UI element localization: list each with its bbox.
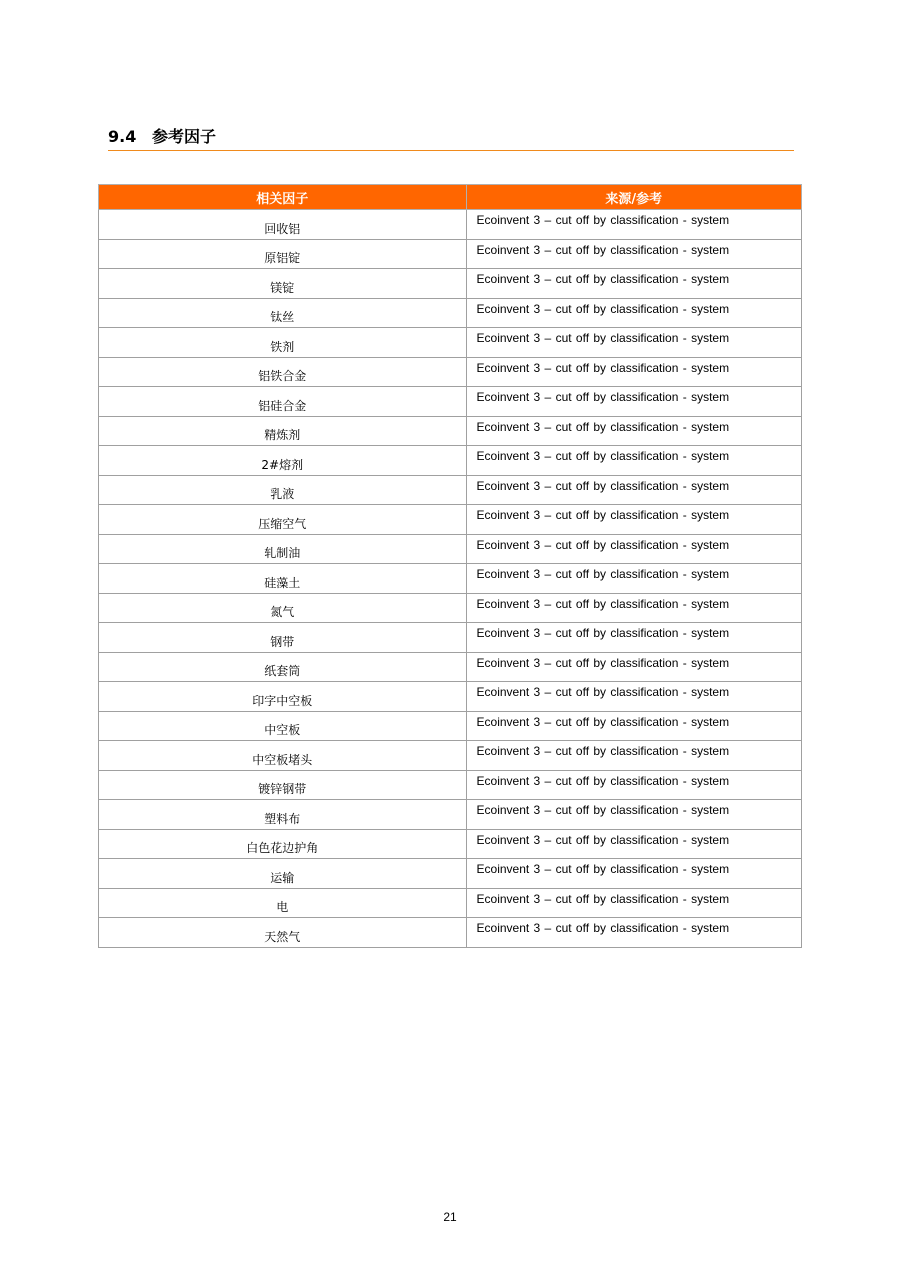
table-row: [99, 918, 802, 948]
table-row: [99, 416, 802, 446]
section-number: 9.4: [108, 127, 137, 146]
factor-cell: 铝铁合金: [99, 357, 467, 387]
source-cell: Ecoinvent 3 – cut off by classification - system: [466, 918, 801, 948]
source-cell: Ecoinvent 3 – cut off by classification - system: [466, 534, 801, 564]
source-cell: Ecoinvent 3 – cut off by classification - system: [466, 475, 801, 505]
source-cell: Ecoinvent 3 – cut off by classification - system: [466, 564, 801, 594]
column-header-source: 来源/参考: [466, 185, 801, 210]
factor-cell: 精炼剂: [99, 416, 467, 446]
table-row: [99, 475, 802, 505]
table-row: [99, 682, 802, 712]
factor-cell: 电: [99, 888, 467, 918]
factor-cell: 中空板: [99, 711, 467, 741]
table-row: [99, 210, 802, 240]
source-cell: Ecoinvent 3 – cut off by classification - system: [466, 298, 801, 328]
table-row: [99, 564, 802, 594]
factor-cell: 乳液: [99, 475, 467, 505]
source-cell: Ecoinvent 3 – cut off by classification - system: [466, 682, 801, 712]
table-row: [99, 328, 802, 358]
factor-cell: 铝硅合金: [99, 387, 467, 417]
factor-cell: 镁锭: [99, 269, 467, 299]
table-row: [99, 770, 802, 800]
factor-cell: 塑料布: [99, 800, 467, 830]
factor-cell: 回收铝: [99, 210, 467, 240]
source-cell: Ecoinvent 3 – cut off by classification - system: [466, 416, 801, 446]
table-header-row: [99, 185, 802, 210]
factor-cell: 2#熔剂: [99, 446, 467, 476]
factor-cell: 中空板堵头: [99, 741, 467, 771]
section-heading: [108, 126, 794, 151]
source-cell: Ecoinvent 3 – cut off by classification - system: [466, 446, 801, 476]
source-cell: Ecoinvent 3 – cut off by classification - system: [466, 357, 801, 387]
source-cell: Ecoinvent 3 – cut off by classification - system: [466, 269, 801, 299]
source-cell: Ecoinvent 3 – cut off by classification - system: [466, 711, 801, 741]
table-row: [99, 269, 802, 299]
source-cell: Ecoinvent 3 – cut off by classification - system: [466, 239, 801, 269]
factor-cell: 压缩空气: [99, 505, 467, 535]
page-number: 21: [443, 1210, 457, 1224]
source-cell: Ecoinvent 3 – cut off by classification - system: [466, 652, 801, 682]
source-cell: Ecoinvent 3 – cut off by classification - system: [466, 888, 801, 918]
table-row: [99, 387, 802, 417]
table-row: [99, 357, 802, 387]
factor-cell: 镀锌钢带: [99, 770, 467, 800]
table-row: [99, 446, 802, 476]
source-cell: Ecoinvent 3 – cut off by classification - system: [466, 741, 801, 771]
source-cell: Ecoinvent 3 – cut off by classification - system: [466, 859, 801, 889]
factor-cell: 原铝锭: [99, 239, 467, 269]
source-cell: Ecoinvent 3 – cut off by classification - system: [466, 387, 801, 417]
table-row: [99, 800, 802, 830]
table-row: [99, 505, 802, 535]
factor-cell: 印字中空板: [99, 682, 467, 712]
section-title: 参考因子: [152, 127, 217, 146]
source-cell: Ecoinvent 3 – cut off by classification - system: [466, 328, 801, 358]
table-row: [99, 652, 802, 682]
factor-cell: 铁剂: [99, 328, 467, 358]
factor-cell: 天然气: [99, 918, 467, 948]
factor-cell: 轧制油: [99, 534, 467, 564]
factor-cell: 纸套筒: [99, 652, 467, 682]
column-header-factor: 相关因子: [99, 185, 467, 210]
source-cell: Ecoinvent 3 – cut off by classification - system: [466, 210, 801, 240]
factor-cell: 运输: [99, 859, 467, 889]
source-cell: Ecoinvent 3 – cut off by classification - system: [466, 623, 801, 653]
table-row: [99, 239, 802, 269]
table-row: [99, 888, 802, 918]
table-row: [99, 623, 802, 653]
table-row: [99, 859, 802, 889]
source-cell: Ecoinvent 3 – cut off by classification - system: [466, 829, 801, 859]
table-row: [99, 298, 802, 328]
source-cell: Ecoinvent 3 – cut off by classification - system: [466, 770, 801, 800]
source-cell: Ecoinvent 3 – cut off by classification - system: [466, 800, 801, 830]
table-row: [99, 593, 802, 623]
table-row: [99, 741, 802, 771]
table-body: [99, 210, 802, 948]
source-cell: Ecoinvent 3 – cut off by classification - system: [466, 505, 801, 535]
table-row: [99, 534, 802, 564]
reference-factors-table: [98, 184, 802, 948]
table-row: [99, 711, 802, 741]
factor-cell: 氮气: [99, 593, 467, 623]
source-cell: Ecoinvent 3 – cut off by classification - system: [466, 593, 801, 623]
factor-cell: 白色花边护角: [99, 829, 467, 859]
factor-cell: 硅藻土: [99, 564, 467, 594]
factor-cell: 钢带: [99, 623, 467, 653]
table-row: [99, 829, 802, 859]
factor-cell: 钛丝: [99, 298, 467, 328]
